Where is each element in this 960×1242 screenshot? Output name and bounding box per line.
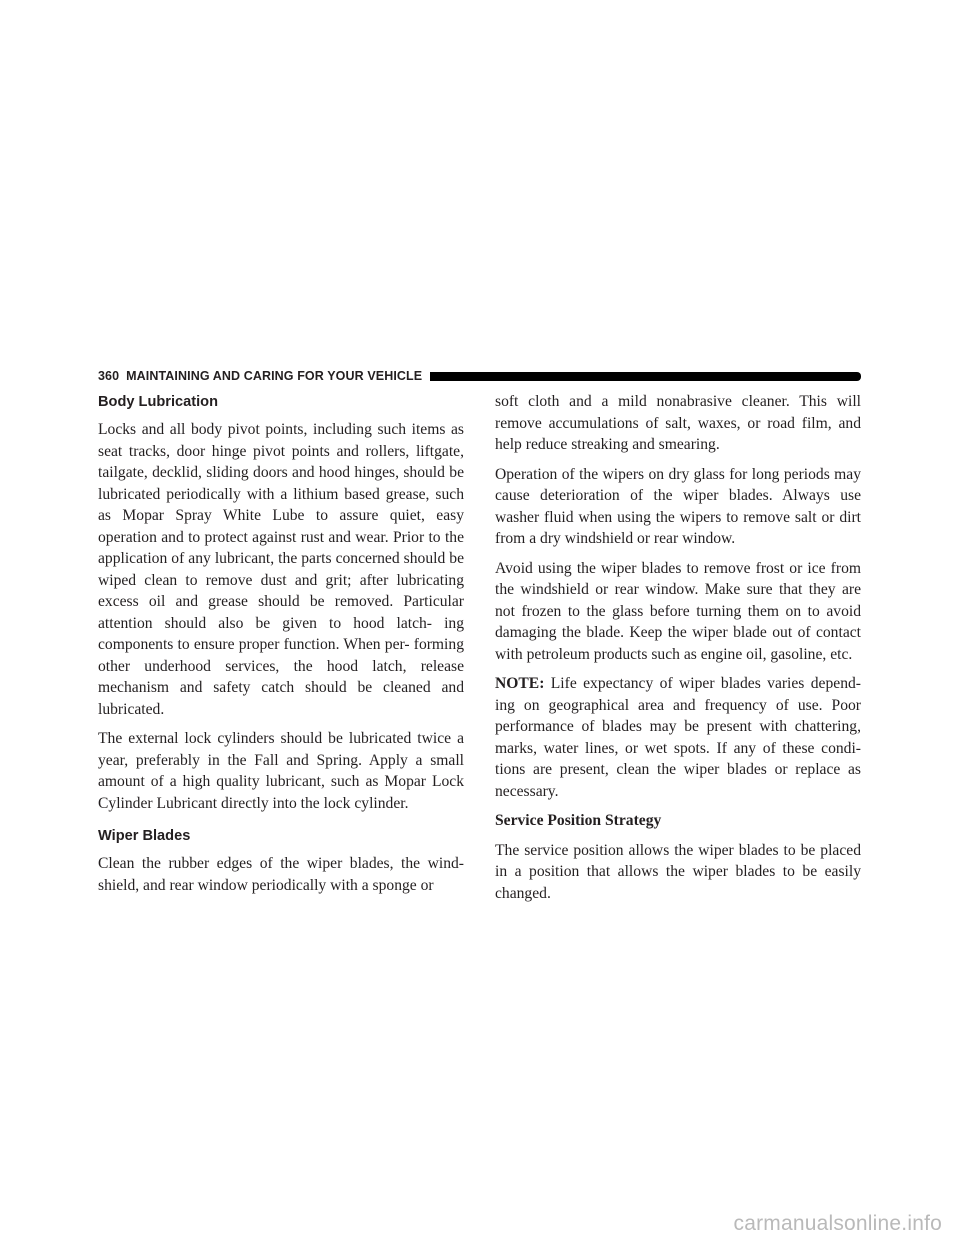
service-position-paragraph: The service position allows the wiper blades to be placed in a position that allows the wiper blades to be easily changed.	[495, 841, 861, 902]
wiper-blades-paragraph-1: Clean the rubber edges of the wiper blades, the wind- shield, and rear window periodically with a sponge or	[98, 855, 464, 894]
wiper-blades-paragraph-1-cont: soft cloth and a mild nonabrasive cleaner. This will remove accumulations of salt, waxes, or road film, and help reduce streaking and smearing.	[495, 393, 861, 453]
body-lubrication-paragraph-1: Locks and all body pivot points, including such items as seat tracks, door hinge pivot points and rollers, liftgate, tailgate, decklid, sliding doors and hood hinges, should be lubricated periodically with a lithium based grease, such as Mopar Spray White Lube to assure quiet, easy operation and to protect against rust and wear. Prior to the application of any lubricant, the parts concerned should be wiped clean to remove dust and grit; after lubricating excess oil and grease should be removed. Particular attention should also be given to hood latch- ing components to ensure proper function. When per- forming other underhood services, the hood latch, release mechanism and safety catch should be cleaned and lubricated.	[98, 421, 464, 718]
note-label: NOTE:	[495, 675, 545, 692]
header-rule-bar	[430, 372, 861, 381]
watermark-text: carmanualsonline.info	[733, 1212, 942, 1235]
left-column	[98, 391, 464, 904]
wiper-blades-paragraph-3: Avoid using the wiper blades to remove frost or ice from the windshield or rear window. Make sure that they are not frozen to the glass before turning them on to avoid damaging the blade. Keep the wiper blade out of contact with petroleum products such as engine oil, gasoline, etc.	[495, 559, 861, 663]
body-lubrication-paragraph-2: The external lock cylinders should be lubricated twice a year, preferably in the Fall and Spring. Apply a small amount of a high quality lubricant, such as Mopar Lock Cylinder Lubricant directly into the lock cylinder.	[98, 730, 464, 812]
wiper-note-paragraph	[495, 673, 861, 802]
heading-body-lubrication: Body Lubrication	[98, 394, 218, 410]
note-text: Life expectancy of wiper blades varies depend- ing on geographical area and frequency of use. Poor performance of blades may be present with chattering, marks, water lines, or wet spots. If any of these condi- tions are present, clean the wiper blades or replace as necessary.	[495, 675, 861, 800]
wiper-blades-paragraph-2: Operation of the wipers on dry glass for long periods may cause deterioration of the wiper blades. Always use washer fluid when using the wipers to remove salt or dirt from a dry windshield or rear window.	[495, 465, 861, 547]
right-column	[495, 391, 861, 912]
running-header	[98, 366, 861, 386]
heading-service-position-strategy: Service Position Strategy	[495, 812, 662, 829]
heading-wiper-blades: Wiper Blades	[98, 828, 191, 844]
page-number: 360	[98, 369, 120, 383]
section-title: MAINTAINING AND CARING FOR YOUR VEHICLE	[126, 369, 423, 383]
